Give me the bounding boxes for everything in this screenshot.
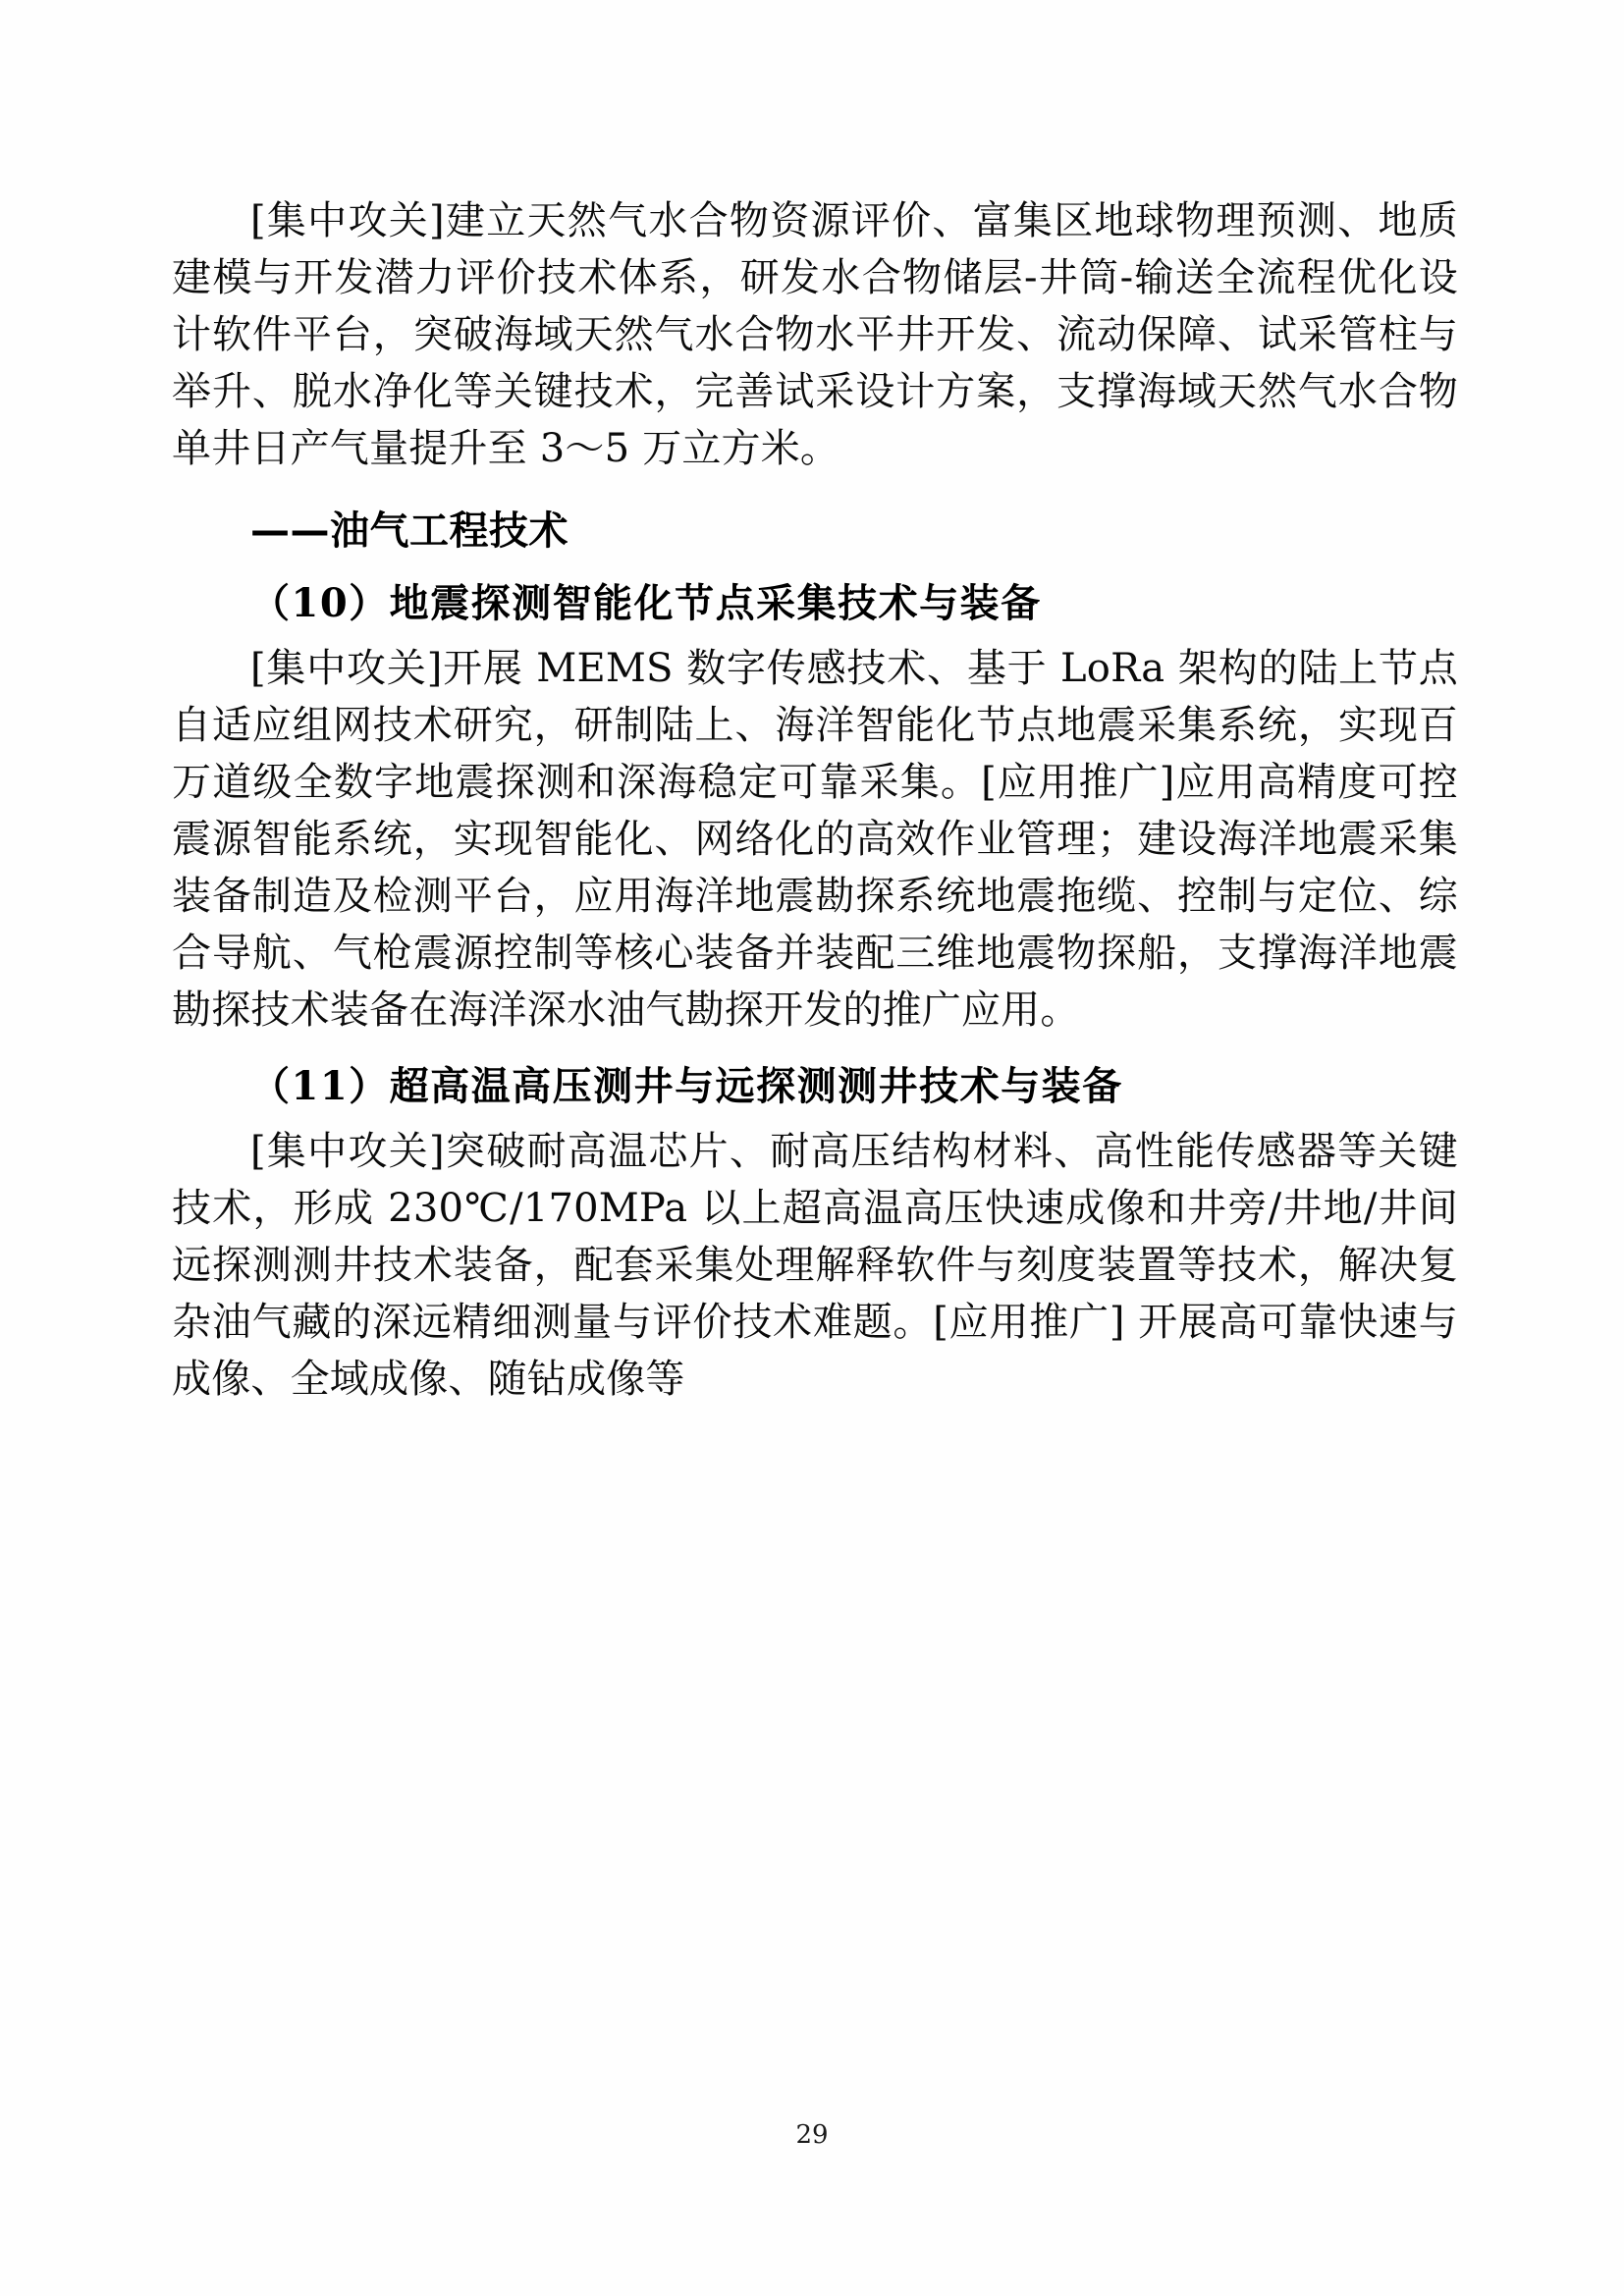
paragraph-text: [集中攻关]突破耐高温芯片、耐高压结构材料、高性能传感器等关键技术，形成 230℃/170MPa 以上超高温高压快速成像和井旁/井地/井间远探测测井技术装备，配套采集处理解释软件与刻度装置等技术，解决复杂油气藏的深远精细测量与评价技术难题。[应用推广] 开展高可靠快速与成像、全域成像、随钻成像等 (172, 1129, 1458, 1402)
page-content (172, 192, 1458, 1410)
spacer (172, 479, 1458, 485)
paragraph-seismic-node-acquisition (172, 640, 1458, 1039)
paragraph-hthp-logging (172, 1123, 1458, 1408)
page-number: 29 (795, 2120, 829, 2150)
paragraph-hydrate-resources (172, 192, 1458, 477)
paragraph-text: [集中攻关]建立天然气水合物资源评价、富集区地球物理预测、地质建模与开发潜力评价技术体系，研发水合物储层-井筒-输送全流程优化设计软件平台，突破海域天然气水合物水平井开发、流动保障、试采管柱与举升、脱水净化等关键技术，完善试采设计方案，支撑海域天然气水合物单井日产气量提升至 3～5 万立方米。 (172, 198, 1458, 471)
item-heading-11-logging: （11）超高温高压测井与远探测测井技术与装备 (250, 1063, 1123, 1109)
item-heading-10-seismic-nodes: （10）地震探测智能化节点采集技术与装备 (250, 580, 1042, 626)
spacer (172, 1041, 1458, 1046)
paragraph-text: [集中攻关]开展 MEMS 数字传感技术、基于 LoRa 架构的陆上节点自适应组网技术研究，研制陆上、海洋智能化节点地震采集系统，实现百万道级全数字地震探测和深海稳定可靠采集。[应用推广]应用高精度可控震源智能系统，实现智能化、网络化的高效作业管理；建设海洋地震采集装备制造及检测平台，应用海洋地震勘探系统地震拖缆、控制与定位、综合导航、气枪震源控制等核心装备并装配三维地震物探船，支撑海洋地震勘探技术装备在海洋深水油气勘探开发的推广应用。 (172, 646, 1458, 1033)
section-heading-oil-gas-engineering: ——油气工程技术 (250, 508, 568, 554)
